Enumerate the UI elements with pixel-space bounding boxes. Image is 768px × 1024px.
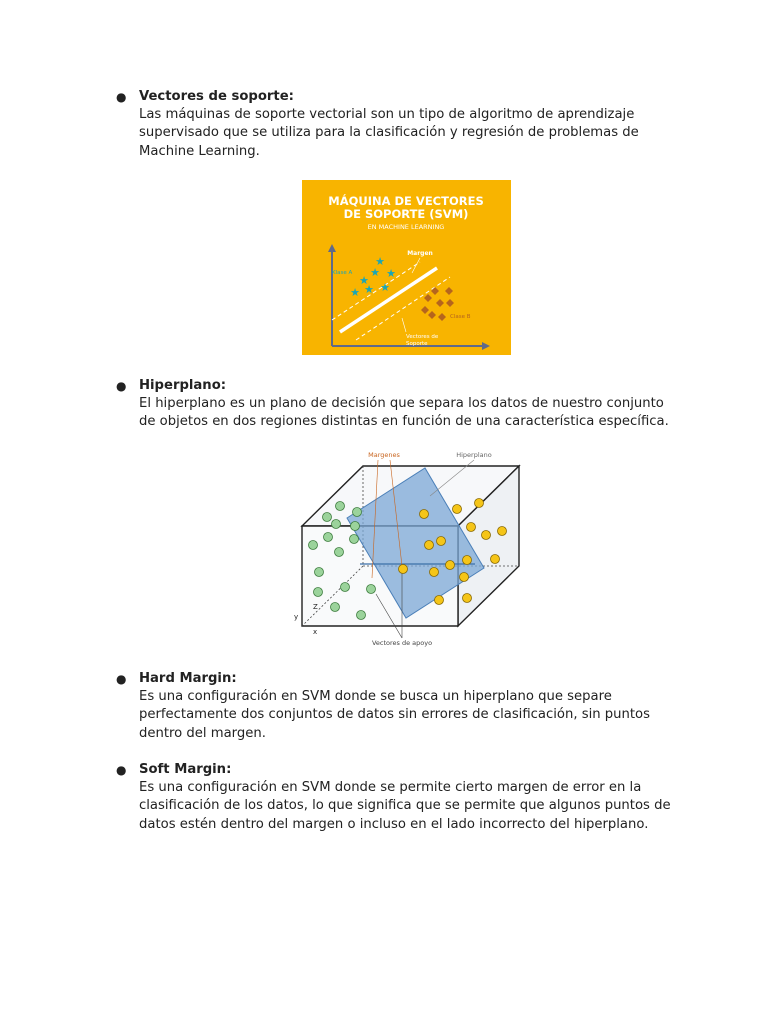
section-vectores-de-soporte bbox=[116, 88, 676, 161]
svm-figure-svg bbox=[302, 180, 511, 355]
section-paragraph: Es una configuración en SVM donde se permite cierto margen de error en la clasificación de los datos, lo que significa que se permite que algunos puntos de datos estén dentro del margen o incluso en el lado incorrecto del hiperplano. bbox=[139, 780, 671, 832]
section-heading: Vectores de soporte: bbox=[139, 89, 294, 104]
section-heading: Hiperplano: bbox=[139, 378, 227, 393]
star-icon: ★ bbox=[359, 274, 369, 287]
yellow-point-support bbox=[399, 565, 408, 574]
yellow-point bbox=[475, 499, 484, 508]
section-heading: Soft Margin: bbox=[139, 762, 232, 777]
yellow-point bbox=[460, 573, 469, 582]
label-hiperplano: Hiperplano bbox=[456, 451, 492, 459]
svm-figure-title-line2: DE SOPORTE (SVM) bbox=[343, 207, 469, 221]
star-icon: ★ bbox=[380, 281, 390, 294]
axis-y-label: y bbox=[294, 613, 299, 621]
section-soft-margin bbox=[116, 761, 676, 834]
star-icon: ★ bbox=[386, 267, 396, 280]
svm-figure bbox=[302, 180, 511, 355]
axis-z-label: Z bbox=[313, 603, 318, 611]
green-point bbox=[332, 520, 341, 529]
label-vectores-apoyo: Vectores de apoyo bbox=[371, 639, 433, 647]
green-point bbox=[314, 588, 323, 597]
star-icon: ★ bbox=[350, 286, 360, 299]
axis-x-label: x bbox=[313, 628, 318, 636]
bullet: ● bbox=[116, 763, 127, 777]
green-point bbox=[335, 548, 344, 557]
green-point bbox=[351, 522, 360, 531]
star-icon: ★ bbox=[370, 266, 380, 279]
green-point bbox=[336, 502, 345, 511]
yellow-point bbox=[435, 596, 444, 605]
green-point bbox=[353, 508, 362, 517]
green-point bbox=[315, 568, 324, 577]
green-point bbox=[350, 535, 359, 544]
svm-figure-title-line1: MÁQUINA DE VECTORES bbox=[328, 194, 484, 208]
yellow-point bbox=[463, 556, 472, 565]
green-point bbox=[367, 585, 376, 594]
green-point bbox=[323, 513, 332, 522]
yellow-point bbox=[453, 505, 462, 514]
star-icon: ★ bbox=[375, 255, 385, 268]
yellow-point bbox=[446, 561, 455, 570]
svm-figure-subtitle: EN MACHINE LEARNING bbox=[367, 223, 445, 231]
section-hard-margin bbox=[116, 670, 676, 743]
bullet: ● bbox=[116, 379, 127, 393]
section-hiperplano bbox=[116, 377, 676, 432]
yellow-point bbox=[420, 510, 429, 519]
svm-label-clase-b: Clase B bbox=[450, 314, 471, 320]
section-paragraph: Es una configuración en SVM donde se busca un hiperplano que separe perfectamente dos conjuntos de datos sin errores de clasificación, sin puntos dentro del margen. bbox=[139, 689, 650, 741]
yellow-point bbox=[463, 594, 472, 603]
hyperplane-figure bbox=[290, 448, 526, 652]
green-point bbox=[331, 603, 340, 612]
yellow-point bbox=[491, 555, 500, 564]
yellow-point bbox=[437, 537, 446, 546]
section-paragraph: El hiperplano es un plano de decisión que separa los datos de nuestro conjunto de objetos en dos regiones distintas en función de una característica específica. bbox=[139, 396, 669, 430]
yellow-point bbox=[482, 531, 491, 540]
yellow-point bbox=[498, 527, 507, 536]
hyperplane-figure-svg bbox=[290, 448, 526, 652]
yellow-point bbox=[425, 541, 434, 550]
green-point bbox=[324, 533, 333, 542]
green-point bbox=[357, 611, 366, 620]
bullet: ● bbox=[116, 672, 127, 686]
section-heading: Hard Margin: bbox=[139, 671, 237, 686]
star-icon: ★ bbox=[364, 283, 374, 296]
yellow-point bbox=[430, 568, 439, 577]
svm-label-vectores-2: Soporte bbox=[406, 341, 428, 347]
yellow-point bbox=[467, 523, 476, 532]
section-paragraph: Las máquinas de soporte vectorial son un tipo de algoritmo de aprendizaje supervisado que se utiliza para la clasificación y regresión de problemas de Machine Learning. bbox=[139, 107, 639, 159]
green-point bbox=[341, 583, 350, 592]
svm-label-margen: Margen bbox=[407, 250, 433, 257]
svm-label-vectores-1: Vectores de bbox=[406, 334, 439, 340]
bullet: ● bbox=[116, 90, 127, 104]
green-point bbox=[309, 541, 318, 550]
svm-label-clase-a: Klase A bbox=[332, 270, 353, 276]
label-margenes: Margenes bbox=[368, 451, 400, 459]
